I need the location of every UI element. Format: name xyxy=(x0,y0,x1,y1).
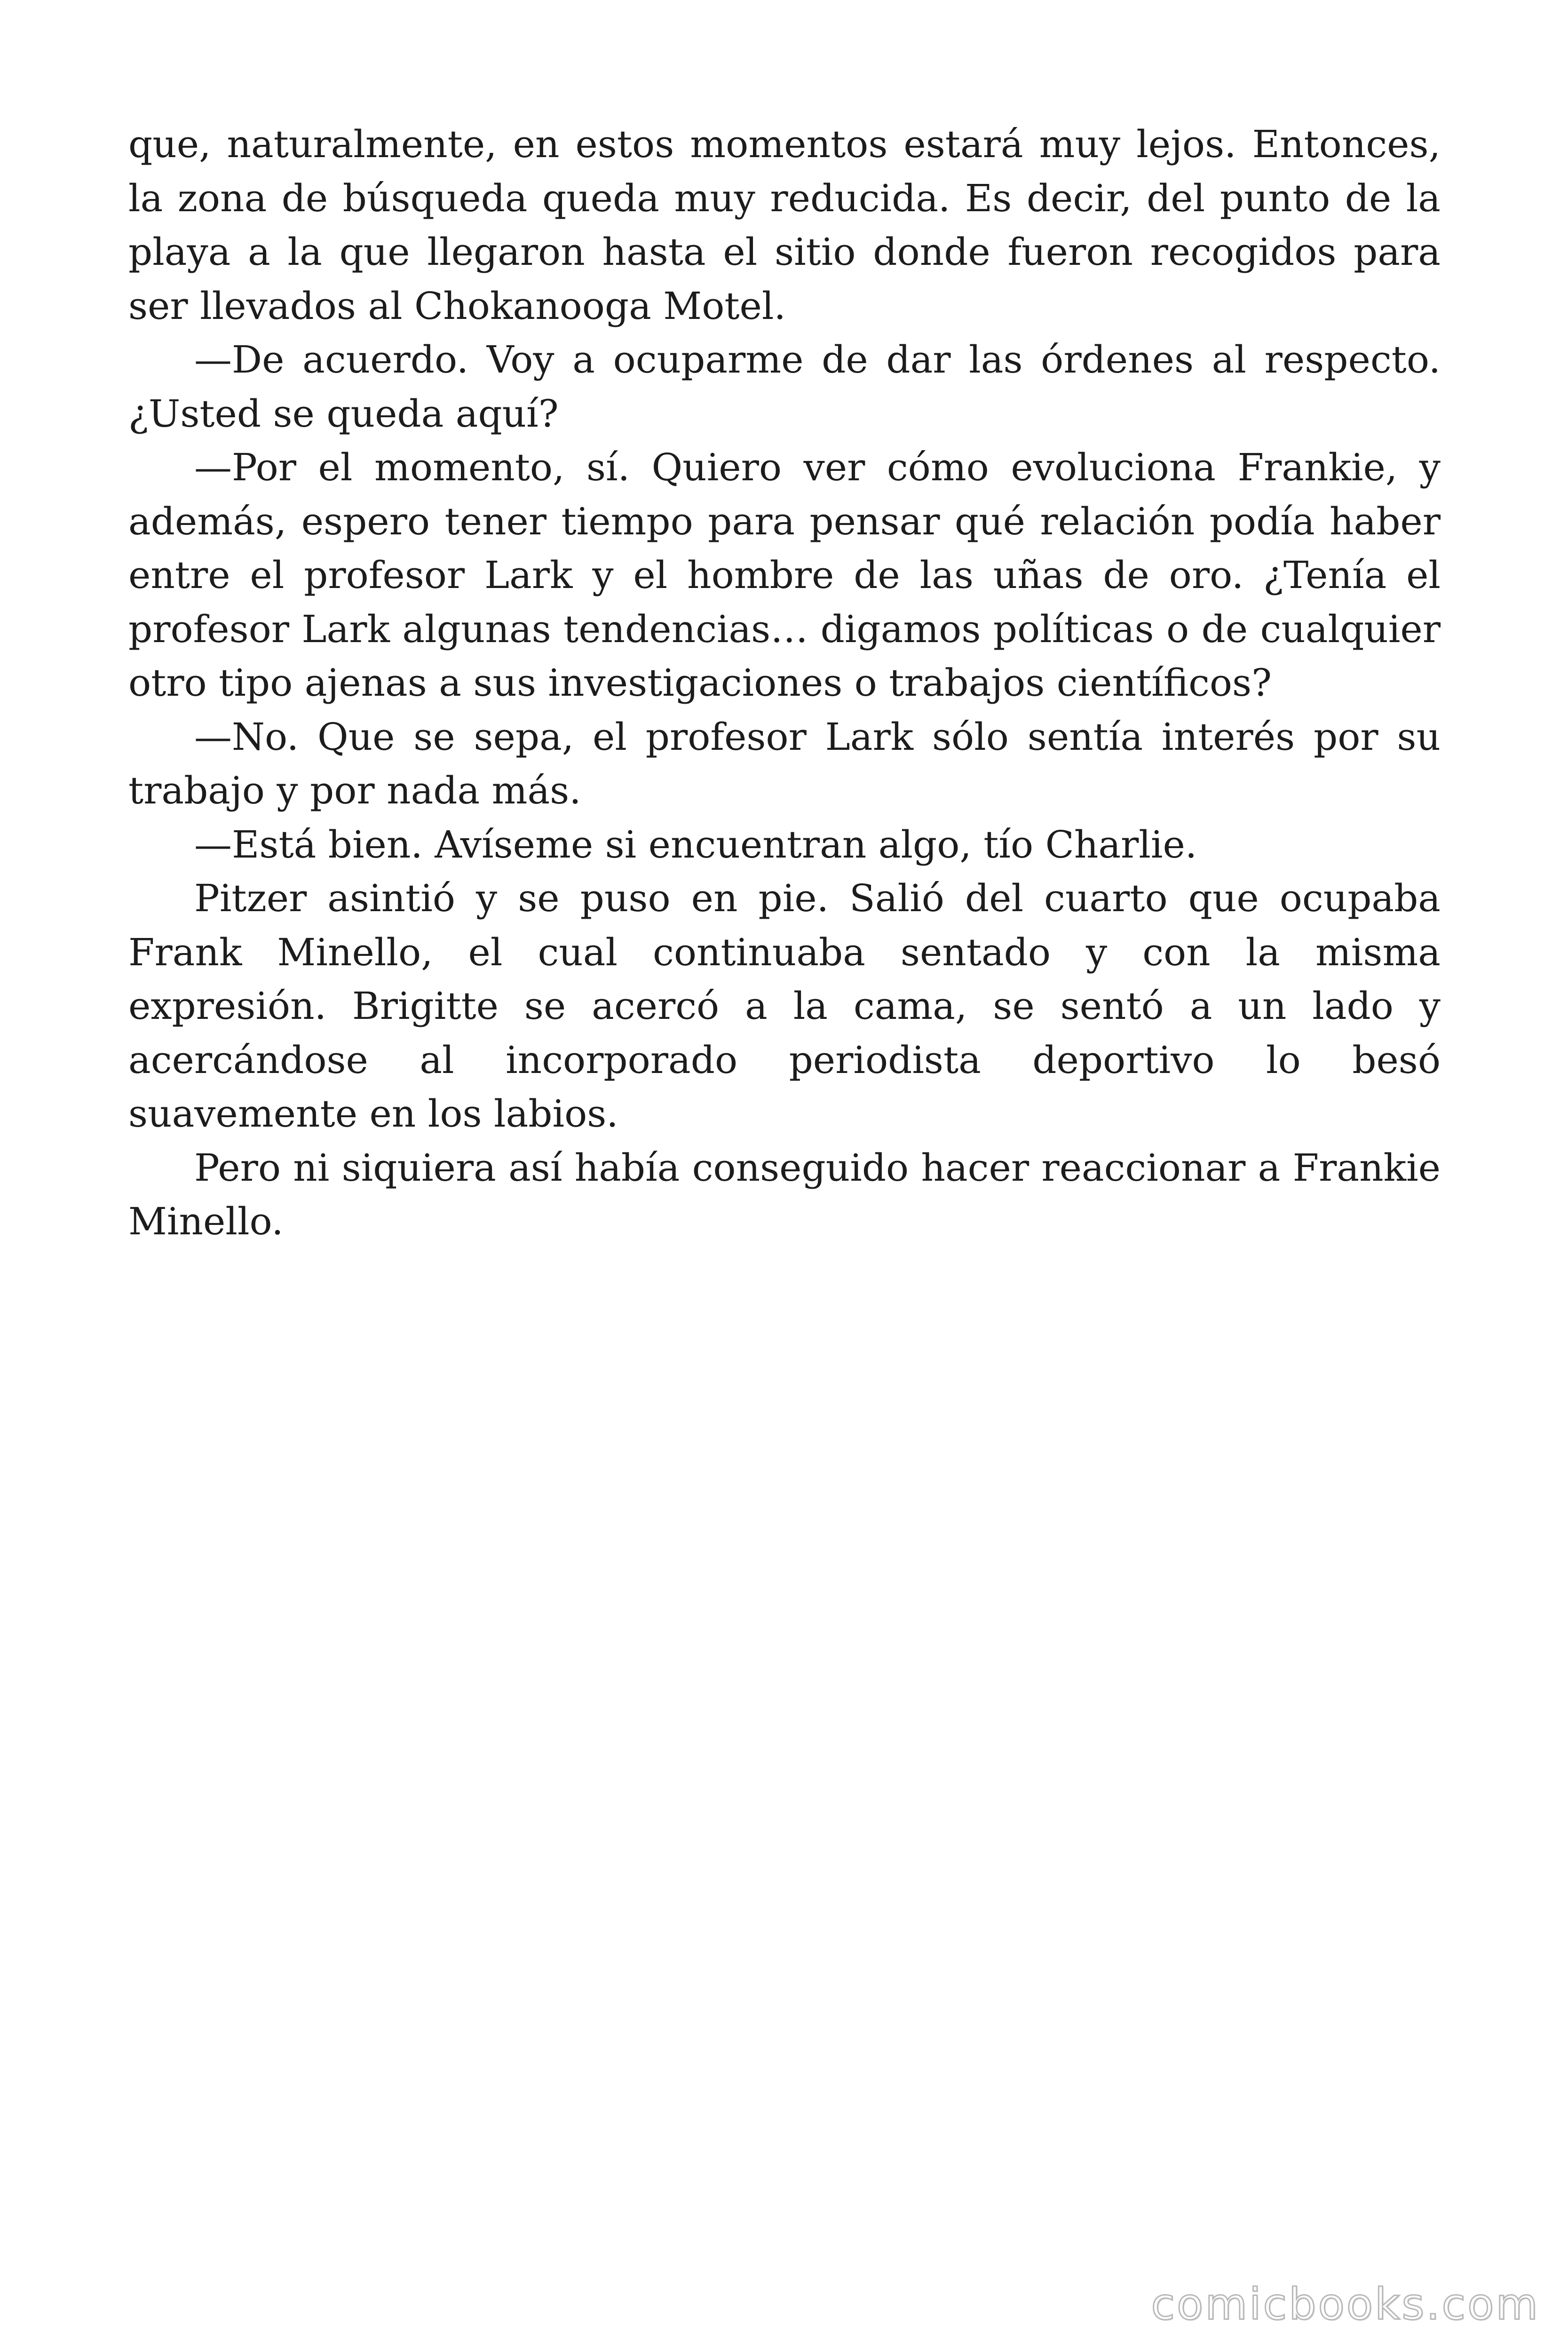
paragraph-1: que, naturalmente, en estos momentos estará muy lejos. Entonces, la zona de búsqueda queda muy reducida. Es decir, del punto de la playa a la que llegaron hasta el sitio donde fueron recogidos para ser llevados al Chokanooga Motel. xyxy=(128,122,1441,328)
watermark-logo: comicbooks.com xyxy=(1151,2279,1540,2329)
paragraph-2: —De acuerdo. Voy a ocuparme de dar las órdenes al respecto. ¿Usted se queda aquí? xyxy=(128,338,1441,436)
body-text xyxy=(128,118,1441,1249)
paragraph-4: —No. Que se sepa, el profesor Lark sólo sentía interés por su trabajo y por nada más. xyxy=(128,715,1441,812)
paragraph-7: Pero ni siquiera así había conseguido hacer reaccionar a Frankie Minello. xyxy=(128,1145,1441,1243)
paragraph-6: Pitzer asintió y se puso en pie. Salió del cuarto que ocupaba Frank Minello, el cual continuaba sentado y con la misma expresión. Brigitte se acercó a la cama, se sentó a un lado y acercándose al incorporado periodista deportivo lo besó suavemente en los labios. xyxy=(128,876,1441,1136)
paragraph-5: —Está bien. Avíseme si encuentran algo, tío Charlie. xyxy=(194,822,1197,866)
paragraph-3: —Por el momento, sí. Quiero ver cómo evoluciona Frankie, y además, espero tener tiempo para pensar qué relación podía haber entre el profesor Lark y el hombre de las uñas de oro. ¿Tenía el profesor Lark algunas tendencias… digamos políticas o de cualquier otro tipo ajenas a sus investigaciones o trabajos científicos? xyxy=(128,445,1441,705)
